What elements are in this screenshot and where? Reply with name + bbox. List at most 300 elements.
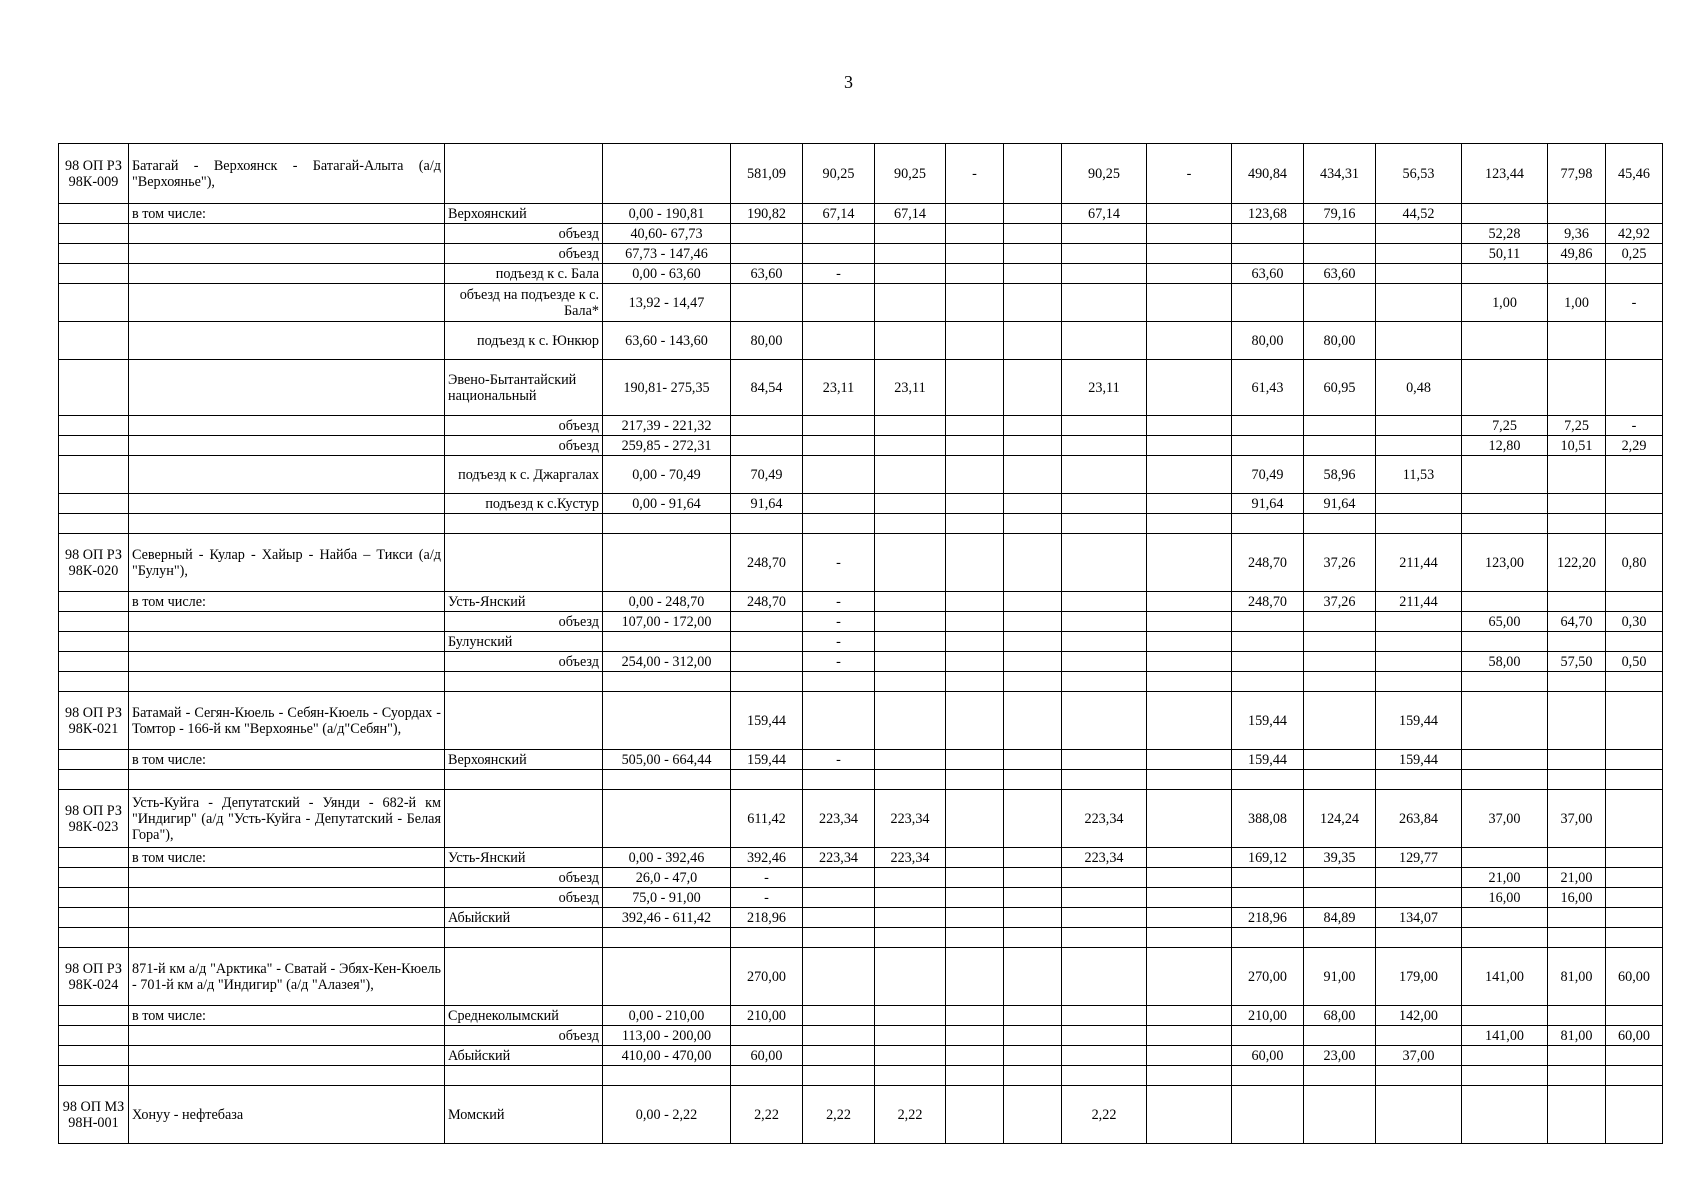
value-cell [1004, 284, 1062, 322]
value-cell [1376, 494, 1462, 514]
road-row [59, 1086, 1663, 1144]
value-cell: 263,84 [1376, 790, 1462, 848]
road-name-cell: 871-й км а/д "Арктика" - Сватай - Эбях-Кен-Кюель - 701-й км а/д "Индигир" (а/д "Алазея"), [129, 948, 445, 1006]
segment-row [59, 868, 1663, 888]
road-code-cell [59, 416, 129, 436]
value-cell [803, 1006, 875, 1026]
value-cell [1147, 494, 1232, 514]
empty-cell [1004, 514, 1062, 534]
value-cell: 218,96 [731, 908, 803, 928]
km-range-cell: 40,60- 67,73 [603, 224, 731, 244]
road-code-cell [59, 632, 129, 652]
value-cell [803, 692, 875, 750]
km-range-cell [603, 632, 731, 652]
value-cell [1147, 612, 1232, 632]
value-cell [1004, 1006, 1062, 1026]
empty-cell [946, 1066, 1004, 1086]
km-range-cell: 107,00 - 172,00 [603, 612, 731, 632]
empty-cell [946, 514, 1004, 534]
value-cell: 141,00 [1462, 1026, 1548, 1046]
value-cell [946, 888, 1004, 908]
value-cell: 141,00 [1462, 948, 1548, 1006]
road-name-cell: Северный - Кулар - Хайыр - Найба – Тикси (а/д "Булун"), [129, 534, 445, 592]
district-cell [445, 534, 603, 592]
value-cell [1147, 1086, 1232, 1144]
value-cell [1062, 1026, 1147, 1046]
km-range-cell: 0,00 - 210,00 [603, 1006, 731, 1026]
value-cell [731, 224, 803, 244]
km-range-cell: 190,81- 275,35 [603, 360, 731, 416]
value-cell [1062, 436, 1147, 456]
value-cell: 223,34 [875, 848, 946, 868]
empty-cell [1462, 672, 1548, 692]
road-code-cell: 98 ОП РЗ 98К-023 [59, 790, 129, 848]
road-name-cell: Батагай - Верхоянск - Батагай-Алыта (а/д "Верхоянье"), [129, 144, 445, 204]
value-cell [1606, 692, 1663, 750]
value-cell [946, 592, 1004, 612]
empty-cell [1232, 1066, 1304, 1086]
value-cell [1147, 692, 1232, 750]
empty-cell [731, 1066, 803, 1086]
value-cell [1147, 632, 1232, 652]
value-cell [1462, 1046, 1548, 1066]
value-cell [803, 908, 875, 928]
spacer-row [59, 1066, 1663, 1086]
value-cell [946, 436, 1004, 456]
empty-cell [1376, 770, 1462, 790]
value-cell [1606, 322, 1663, 360]
value-cell: 60,00 [731, 1046, 803, 1066]
value-cell: 91,64 [1232, 494, 1304, 514]
value-cell: 45,46 [1606, 144, 1663, 204]
value-cell [1606, 1086, 1663, 1144]
value-cell [803, 244, 875, 264]
empty-cell [1376, 928, 1462, 948]
value-cell [1376, 244, 1462, 264]
value-cell: - [803, 612, 875, 632]
value-cell [1147, 652, 1232, 672]
value-cell [1147, 888, 1232, 908]
empty-cell [1304, 1066, 1376, 1086]
value-cell: 81,00 [1548, 948, 1606, 1006]
value-cell: 56,53 [1376, 144, 1462, 204]
empty-cell [1147, 672, 1232, 692]
value-cell [946, 948, 1004, 1006]
value-cell: 80,00 [731, 322, 803, 360]
value-cell [803, 888, 875, 908]
km-range-cell: 217,39 - 221,32 [603, 416, 731, 436]
empty-cell [731, 770, 803, 790]
value-cell [1548, 322, 1606, 360]
value-cell: 23,00 [1304, 1046, 1376, 1066]
empty-cell [1004, 672, 1062, 692]
value-cell [1147, 948, 1232, 1006]
segment-row [59, 652, 1663, 672]
empty-cell [1147, 514, 1232, 534]
value-cell: 58,00 [1462, 652, 1548, 672]
value-cell [1376, 888, 1462, 908]
empty-cell [803, 672, 875, 692]
value-cell [875, 750, 946, 770]
segment-row [59, 416, 1663, 436]
value-cell [731, 612, 803, 632]
empty-cell [445, 514, 603, 534]
segment-row [59, 888, 1663, 908]
value-cell [875, 224, 946, 244]
road-name-cell [129, 1026, 445, 1046]
value-cell: 2,29 [1606, 436, 1663, 456]
district-cell: объезд [445, 612, 603, 632]
segment-row [59, 1046, 1663, 1066]
value-cell [1606, 360, 1663, 416]
value-cell: 80,00 [1304, 322, 1376, 360]
district-cell [445, 948, 603, 1006]
km-range-cell: 259,85 - 272,31 [603, 436, 731, 456]
value-cell [1004, 1026, 1062, 1046]
value-cell: 388,08 [1232, 790, 1304, 848]
value-cell [1062, 264, 1147, 284]
empty-cell [445, 1066, 603, 1086]
value-cell [1606, 750, 1663, 770]
district-cell: объезд [445, 888, 603, 908]
empty-cell [603, 514, 731, 534]
value-cell: 50,11 [1462, 244, 1548, 264]
value-cell [1232, 612, 1304, 632]
road-name-cell [129, 456, 445, 494]
road-name-cell: в том числе: [129, 204, 445, 224]
road-name-cell [129, 908, 445, 928]
empty-cell [1304, 514, 1376, 534]
value-cell: 77,98 [1548, 144, 1606, 204]
km-range-cell: 0,00 - 70,49 [603, 456, 731, 494]
road-code-cell [59, 1006, 129, 1026]
value-cell: 12,80 [1462, 436, 1548, 456]
empty-cell [1462, 928, 1548, 948]
value-cell: 1,00 [1548, 284, 1606, 322]
value-cell [1147, 750, 1232, 770]
value-cell [1548, 692, 1606, 750]
value-cell: 159,44 [1376, 692, 1462, 750]
value-cell: 210,00 [1232, 1006, 1304, 1026]
value-cell: 0,50 [1606, 652, 1663, 672]
value-cell [1004, 750, 1062, 770]
value-cell [1548, 1086, 1606, 1144]
value-cell [1462, 1086, 1548, 1144]
empty-cell [445, 672, 603, 692]
value-cell: 52,28 [1462, 224, 1548, 244]
value-cell: 1,00 [1462, 284, 1548, 322]
empty-cell [1062, 928, 1147, 948]
value-cell [1062, 592, 1147, 612]
value-cell [1548, 908, 1606, 928]
value-cell: 2,22 [731, 1086, 803, 1144]
value-cell [946, 456, 1004, 494]
value-cell [1147, 244, 1232, 264]
value-cell [1376, 436, 1462, 456]
value-cell: 81,00 [1548, 1026, 1606, 1046]
value-cell [875, 1046, 946, 1066]
value-cell [946, 264, 1004, 284]
value-cell: 90,25 [875, 144, 946, 204]
road-code-cell [59, 436, 129, 456]
empty-cell [875, 928, 946, 948]
empty-cell [875, 672, 946, 692]
value-cell [875, 416, 946, 436]
km-range-cell: 0,00 - 63,60 [603, 264, 731, 284]
value-cell [1606, 632, 1663, 652]
value-cell [1004, 868, 1062, 888]
value-cell: 37,26 [1304, 534, 1376, 592]
empty-cell [603, 770, 731, 790]
value-cell: 63,60 [1304, 264, 1376, 284]
road-code-cell [59, 908, 129, 928]
value-cell [875, 284, 946, 322]
value-cell: 61,43 [1232, 360, 1304, 416]
value-cell [946, 790, 1004, 848]
value-cell: 7,25 [1548, 416, 1606, 436]
value-cell [1004, 224, 1062, 244]
road-name-cell [129, 436, 445, 456]
value-cell [731, 436, 803, 456]
value-cell [803, 224, 875, 244]
segment-row [59, 848, 1663, 868]
empty-cell [603, 1066, 731, 1086]
value-cell [1232, 224, 1304, 244]
value-cell [1062, 1006, 1147, 1026]
value-cell [875, 1006, 946, 1026]
value-cell [946, 322, 1004, 360]
value-cell: 90,25 [1062, 144, 1147, 204]
value-cell [803, 456, 875, 494]
value-cell [1062, 456, 1147, 494]
road-code-cell [59, 224, 129, 244]
empty-cell [59, 770, 129, 790]
value-cell [1232, 244, 1304, 264]
value-cell [1606, 592, 1663, 612]
value-cell: 68,00 [1304, 1006, 1376, 1026]
value-cell [875, 888, 946, 908]
value-cell: 270,00 [731, 948, 803, 1006]
empty-cell [445, 770, 603, 790]
value-cell [875, 494, 946, 514]
segment-row [59, 1006, 1663, 1026]
value-cell [803, 1026, 875, 1046]
value-cell: 49,86 [1548, 244, 1606, 264]
value-cell [1548, 360, 1606, 416]
value-cell [1548, 494, 1606, 514]
value-cell: 123,68 [1232, 204, 1304, 224]
empty-cell [803, 928, 875, 948]
value-cell [875, 436, 946, 456]
value-cell [875, 948, 946, 1006]
district-cell: Булунский [445, 632, 603, 652]
value-cell [1147, 1006, 1232, 1026]
km-range-cell: 410,00 - 470,00 [603, 1046, 731, 1066]
value-cell [1304, 1026, 1376, 1046]
district-cell: Абыйский [445, 1046, 603, 1066]
value-cell: 159,44 [731, 692, 803, 750]
value-cell [946, 244, 1004, 264]
value-cell [946, 224, 1004, 244]
value-cell [1062, 244, 1147, 264]
km-range-cell [603, 790, 731, 848]
district-cell: Усть-Янский [445, 848, 603, 868]
value-cell [1147, 534, 1232, 592]
value-cell [1004, 948, 1062, 1006]
road-name-cell [129, 652, 445, 672]
value-cell: 67,14 [803, 204, 875, 224]
road-code-cell: 98 ОП МЗ 98Н-001 [59, 1086, 129, 1144]
value-cell [1004, 494, 1062, 514]
value-cell: 37,00 [1376, 1046, 1462, 1066]
empty-cell [803, 1066, 875, 1086]
road-code-cell [59, 456, 129, 494]
value-cell [1232, 416, 1304, 436]
value-cell [875, 868, 946, 888]
district-cell [445, 790, 603, 848]
value-cell [1004, 612, 1062, 632]
empty-cell [1376, 672, 1462, 692]
value-cell: 434,31 [1304, 144, 1376, 204]
value-cell [1004, 144, 1062, 204]
km-range-cell: 113,00 - 200,00 [603, 1026, 731, 1046]
value-cell [1062, 888, 1147, 908]
value-cell: 70,49 [731, 456, 803, 494]
road-name-cell [129, 284, 445, 322]
value-cell: 248,70 [1232, 534, 1304, 592]
segment-row [59, 908, 1663, 928]
road-row [59, 692, 1663, 750]
value-cell [1147, 322, 1232, 360]
empty-cell [1304, 928, 1376, 948]
segment-row [59, 1026, 1663, 1046]
value-cell [1062, 1046, 1147, 1066]
value-cell [946, 284, 1004, 322]
spacer-row [59, 514, 1663, 534]
value-cell [1062, 612, 1147, 632]
road-row [59, 144, 1663, 204]
value-cell: 21,00 [1548, 868, 1606, 888]
value-cell [1548, 456, 1606, 494]
value-cell [1304, 224, 1376, 244]
road-code-cell: 98 ОП РЗ 98К-024 [59, 948, 129, 1006]
empty-cell [603, 672, 731, 692]
value-cell: 37,00 [1548, 790, 1606, 848]
value-cell: 37,26 [1304, 592, 1376, 612]
empty-cell [129, 770, 445, 790]
value-cell: - [1606, 284, 1663, 322]
segment-row [59, 494, 1663, 514]
value-cell [1147, 204, 1232, 224]
road-code-cell [59, 284, 129, 322]
value-cell [1147, 360, 1232, 416]
value-cell: 490,84 [1232, 144, 1304, 204]
value-cell: 142,00 [1376, 1006, 1462, 1026]
value-cell: 2,22 [803, 1086, 875, 1144]
value-cell [1062, 494, 1147, 514]
value-cell [1462, 848, 1548, 868]
value-cell [1062, 416, 1147, 436]
value-cell [803, 284, 875, 322]
district-cell: объезд [445, 224, 603, 244]
value-cell [1004, 456, 1062, 494]
value-cell [1376, 612, 1462, 632]
road-code-cell [59, 360, 129, 416]
district-cell: подъезд к с. Джаргалах [445, 456, 603, 494]
value-cell [1304, 632, 1376, 652]
road-code-cell [59, 592, 129, 612]
road-name-cell: в том числе: [129, 1006, 445, 1026]
road-name-cell [129, 322, 445, 360]
value-cell: 270,00 [1232, 948, 1304, 1006]
road-name-cell [129, 224, 445, 244]
value-cell [875, 632, 946, 652]
segment-row [59, 612, 1663, 632]
value-cell: 42,92 [1606, 224, 1663, 244]
value-cell [1606, 494, 1663, 514]
value-cell [1062, 868, 1147, 888]
value-cell [1062, 908, 1147, 928]
value-cell: 159,44 [1232, 750, 1304, 770]
value-cell: 124,24 [1304, 790, 1376, 848]
value-cell: 67,14 [1062, 204, 1147, 224]
value-cell [1376, 264, 1462, 284]
value-cell [1004, 790, 1062, 848]
value-cell: 179,00 [1376, 948, 1462, 1006]
km-range-cell: 254,00 - 312,00 [603, 652, 731, 672]
value-cell: 60,00 [1232, 1046, 1304, 1066]
empty-cell [1232, 672, 1304, 692]
value-cell: 223,34 [803, 848, 875, 868]
value-cell [803, 868, 875, 888]
value-cell [1062, 632, 1147, 652]
road-code-cell [59, 244, 129, 264]
road-name-cell [129, 868, 445, 888]
value-cell: 10,51 [1548, 436, 1606, 456]
value-cell [946, 750, 1004, 770]
empty-cell [1304, 672, 1376, 692]
value-cell [875, 244, 946, 264]
value-cell: 16,00 [1462, 888, 1548, 908]
value-cell [1304, 436, 1376, 456]
value-cell [1376, 652, 1462, 672]
km-range-cell [603, 692, 731, 750]
value-cell [1606, 888, 1663, 908]
empty-cell [1232, 514, 1304, 534]
empty-cell [1376, 514, 1462, 534]
value-cell: 159,44 [1232, 692, 1304, 750]
km-range-cell [603, 534, 731, 592]
value-cell [1004, 1086, 1062, 1144]
segment-row [59, 244, 1663, 264]
empty-cell [731, 672, 803, 692]
district-cell: Верхоянский [445, 750, 603, 770]
value-cell [1304, 868, 1376, 888]
road-code-cell [59, 750, 129, 770]
empty-cell [1147, 928, 1232, 948]
segment-row [59, 456, 1663, 494]
value-cell [1004, 888, 1062, 908]
district-cell: Абыйский [445, 908, 603, 928]
spacer-row [59, 672, 1663, 692]
value-cell: - [1606, 416, 1663, 436]
value-cell [803, 494, 875, 514]
value-cell [1232, 868, 1304, 888]
value-cell: - [803, 264, 875, 284]
value-cell [1376, 416, 1462, 436]
value-cell [875, 692, 946, 750]
value-cell [1462, 692, 1548, 750]
